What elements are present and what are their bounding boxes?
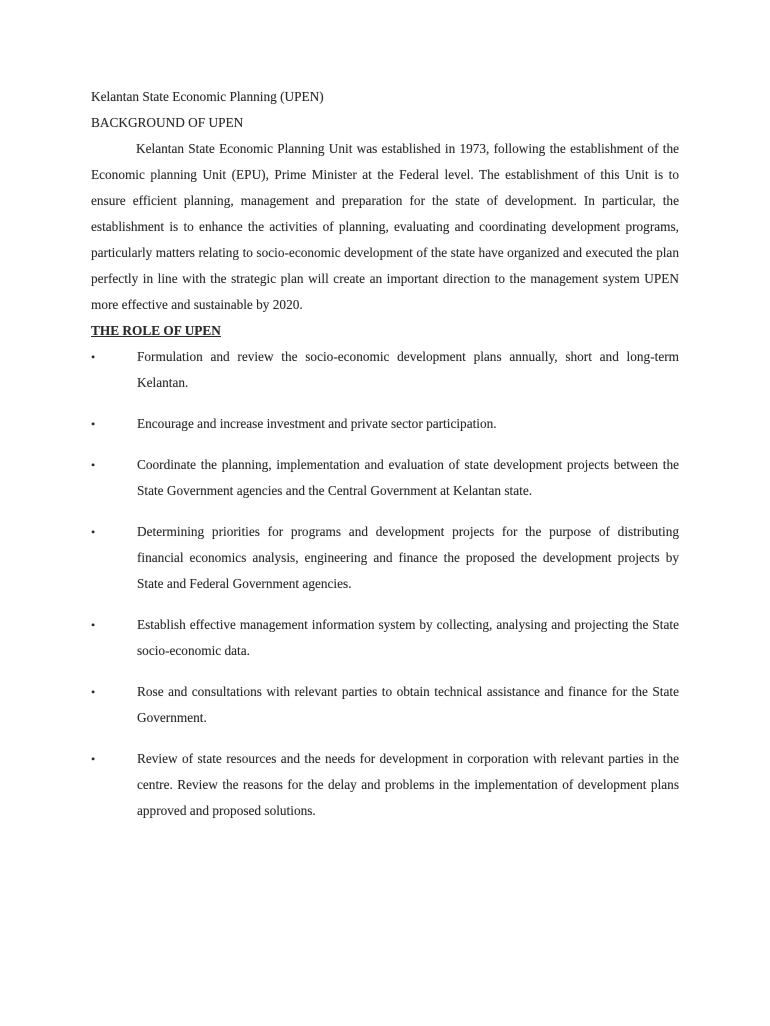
role-text: Rose and consultations with relevant parties to obtain technical assistance and finance for the State Government. <box>137 684 679 725</box>
role-text: Encourage and increase investment and private sector participation. <box>137 416 497 431</box>
role-text: Formulation and review the socio-economic development plans annually, short and long-term Kelantan. <box>137 349 679 390</box>
bullet-icon: • <box>91 618 96 632</box>
bullet-icon: • <box>91 417 96 431</box>
bullet-icon: • <box>91 752 96 766</box>
roles-list <box>91 344 679 824</box>
role-text: Coordinate the planning, implementation and evaluation of state development projects between the State Government agencies and the Central Government at Kelantan state. <box>137 457 679 498</box>
list-item <box>91 519 679 597</box>
role-text: Establish effective management information system by collecting, analysing and projecting the State socio-economic data. <box>137 617 679 658</box>
list-item <box>91 452 679 504</box>
bullet-icon: • <box>91 685 96 699</box>
document-title: Kelantan State Economic Planning (UPEN) <box>91 89 324 104</box>
background-heading: BACKGROUND OF UPEN <box>91 115 244 130</box>
background-paragraph: Kelantan State Economic Planning Unit was established in 1973, following the establishment of the Economic planning Unit (EPU), Prime Minister at the Federal level. The establishment of this Unit is to ensure efficient planning, management and preparation for the state of development. In particular, the establishment is to enhance the activities of planning, evaluating and coordinating development programs, particularly matters relating to socio-economic development of the state have organized and executed the plan perfectly in line with the strategic plan will create an important direction to the management system UPEN more effective and sustainable by 2020. <box>91 141 679 312</box>
list-item <box>91 411 679 437</box>
bullet-icon: • <box>91 458 96 472</box>
list-item <box>91 679 679 731</box>
roles-heading: THE ROLE OF UPEN <box>91 323 221 338</box>
role-text: Review of state resources and the needs for development in corporation with relevant parties in the centre. Review the reasons for the delay and problems in the implementation of development plans approved and proposed solutions. <box>137 751 679 818</box>
list-item <box>91 612 679 664</box>
list-item <box>91 746 679 824</box>
list-item <box>91 344 679 396</box>
role-text: Determining priorities for programs and development projects for the purpose of distributing financial economics analysis, engineering and finance the proposed the development projects by State and Federal Government agencies. <box>137 524 679 591</box>
bullet-icon: • <box>91 525 96 539</box>
bullet-icon: • <box>91 350 96 364</box>
roles-heading-row <box>91 318 679 344</box>
